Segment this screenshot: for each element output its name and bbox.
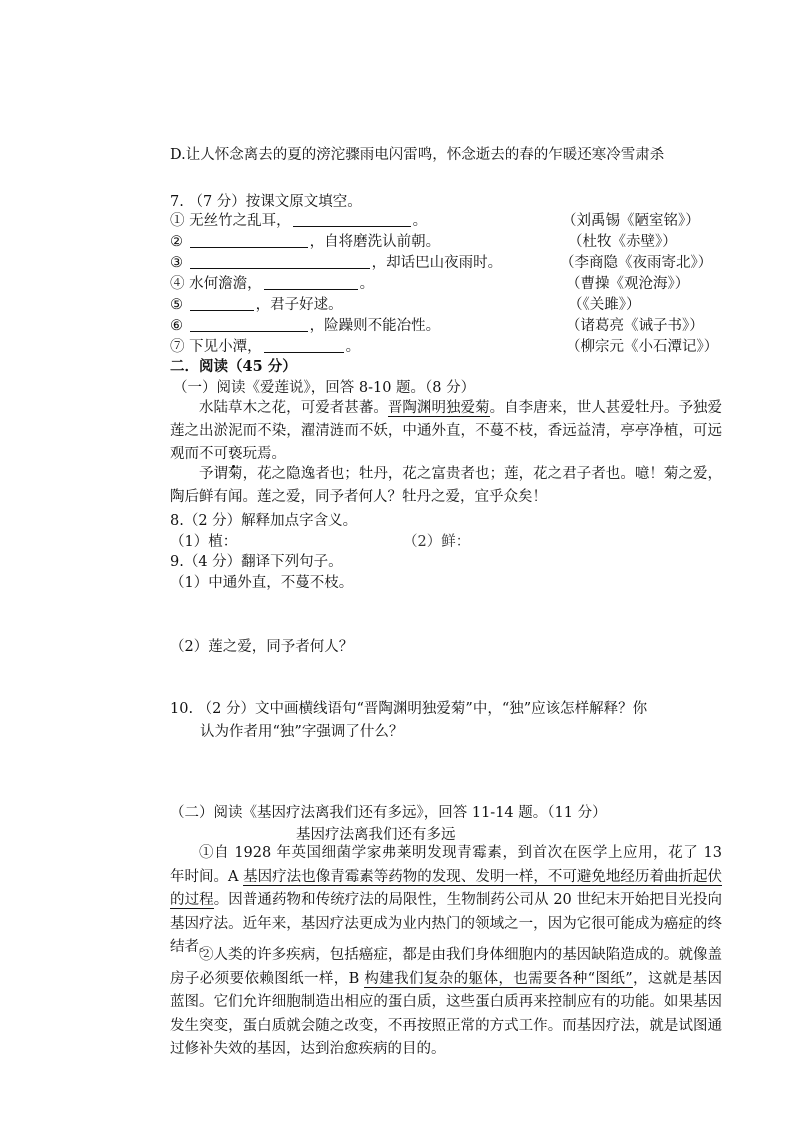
item-number: ① [170,213,185,229]
answer-blank[interactable] [264,275,358,290]
q7-source-1: （刘禹锡《陋室铭》） [562,213,700,229]
item-after: ，险躁则不能冶性。 [309,318,441,334]
item-number: ② [170,234,183,250]
part-1-title: （一）阅读《爱莲说》，回答 8-10 题。（8 分） [173,380,476,396]
answer-blank[interactable] [190,317,308,332]
option-d: D.让人怀念离去的夏的滂沱骤雨电闪雷鸣，怀念逝去的春的乍暖还寒冷雪肃杀 [170,147,665,163]
answer-blank[interactable] [190,254,370,269]
q7-title: 7. （7 分）按课文原文填空。 [170,194,362,210]
article-title: 基因疗法离我们还有多远 [296,827,456,843]
q10-line-1: 10. （2 分）文中画横线语句“晋陶渊明独爱菊”中，“独”应该怎样解释？你 [170,701,648,717]
ailian-paragraph-2: 予谓菊，花之隐逸者也；牡丹，花之富贵者也；莲，花之君子者也。噫！菊之爱，陶后鲜有闻。莲之爱，同予者何人？牡丹之爱，宜乎众矣！ [170,466,722,505]
q8-part-1: （1）植： [170,534,238,550]
ailian-paragraph-1: 水陆草木之花，可爱者甚蕃。晋陶渊明独爱菊。自李唐来，世人甚爱牡丹。予独爱莲之出淤泥而不染，濯清涟而不妖，中通外直，不蔓不枝，香远益清，亭亭净植，可远观而不可亵玩焉。 [170,400,723,462]
item-before: 水何澹澹， [189,276,262,292]
underlined-sentence: 晋陶渊明独爱菊 [387,400,490,416]
q7-source-3: （李商隐《夜雨寄北》） [560,255,713,271]
item-after: 。 [359,276,375,292]
section-2-title: 二．阅读（45 分） [170,358,297,375]
item-number: ⑤ [170,297,183,313]
q7-source-5: （《关雎》） [568,297,641,313]
q7-item-2 [170,230,440,251]
q7-item-4 [170,272,374,293]
item-before: 下见小潭， [189,339,262,355]
item-number: ③ [170,255,183,271]
q8-title: 8.（2 分）解释加点字含义。 [170,513,358,529]
q7-source-6: （诸葛亮《诫子书》） [566,318,704,334]
item-number: ⑥ [170,318,183,334]
item-after: ，却话巴山夜雨时。 [371,255,503,271]
q7-item-7 [170,335,360,356]
q9-title: 9.（4 分）翻译下列句子。 [170,554,343,570]
q8-part-2: （2）鲜： [403,534,471,550]
answer-blank[interactable] [264,338,344,353]
item-after: ，自将磨洗认前朝。 [309,234,441,250]
part-2-title: （二）阅读《基因疗法离我们还有多远》，回答 11-14 题。（11 分） [170,805,607,821]
q7-item-1 [170,209,427,230]
item-after: ，君子好逑。 [255,297,343,313]
q10-line-2: 认为作者用“独”字强调了什么？ [200,724,404,740]
answer-blank[interactable] [190,296,254,311]
item-number: ⑦ [170,339,185,355]
underlined-sentence-b: 构建我们复杂的躯体，也需要各种“图纸” [364,970,633,987]
q7-item-6 [170,314,440,335]
article-paragraph-2: ②人类的许多疾病，包括癌症，都是由我们身体细胞内的基因缺陷造成的。就像盖房子必须要依赖图纸一样，B 构建我们复杂的躯体，也需要各种“图纸”，这就是基因蓝图。它们允许细胞制造出相应的蛋白质，这些蛋白质再来控制应有的功能。如果基因发生突变，蛋白质就会随之改变，不再按照正常的方式工作。而基因疗法，就是试图通过修补失效的基因，达到治愈疾病的目的。 [170,947,723,1057]
item-before: 无丝竹之乱耳， [189,213,291,229]
q9-part-2: （2）莲之爱，同予者何人？ [170,639,354,655]
q7-source-7: （柳宗元《小石潭记》） [566,339,719,355]
answer-blank[interactable] [293,212,411,227]
item-number: ④ [170,276,185,292]
item-after: 。 [345,339,361,355]
underlined-sentence-a: 基因疗法也像青霉素等药物的发现、发明一样，不可避免地经历着曲折起伏的过程 [170,868,722,908]
article-paragraph-1: ①自 1928 年英国细菌学家弗莱明发现青霉素，到首次在医学上应用，花了 13 年时间。A 基因疗法也像青霉素等药物的发现、发明一样，不可避免地经历着曲折起伏的过程。因普通药物和传统疗法的局限性，生物制药公司从 20 世纪末开始把目光投向基因疗法。近年来，基因疗法更成为业内热门的领域之一，因为它很可能成为癌症的终结者。 [170,845,723,955]
q7-item-3 [170,251,502,272]
answer-blank[interactable] [190,233,308,248]
q7-item-5 [170,293,343,314]
item-after: 。 [412,213,428,229]
q7-source-2: （杜牧《赤壁》） [568,234,677,250]
q9-part-1: （1）中通外直，不蔓不枝。 [170,575,354,591]
q7-source-4: （曹操《观沧海》） [566,276,690,292]
